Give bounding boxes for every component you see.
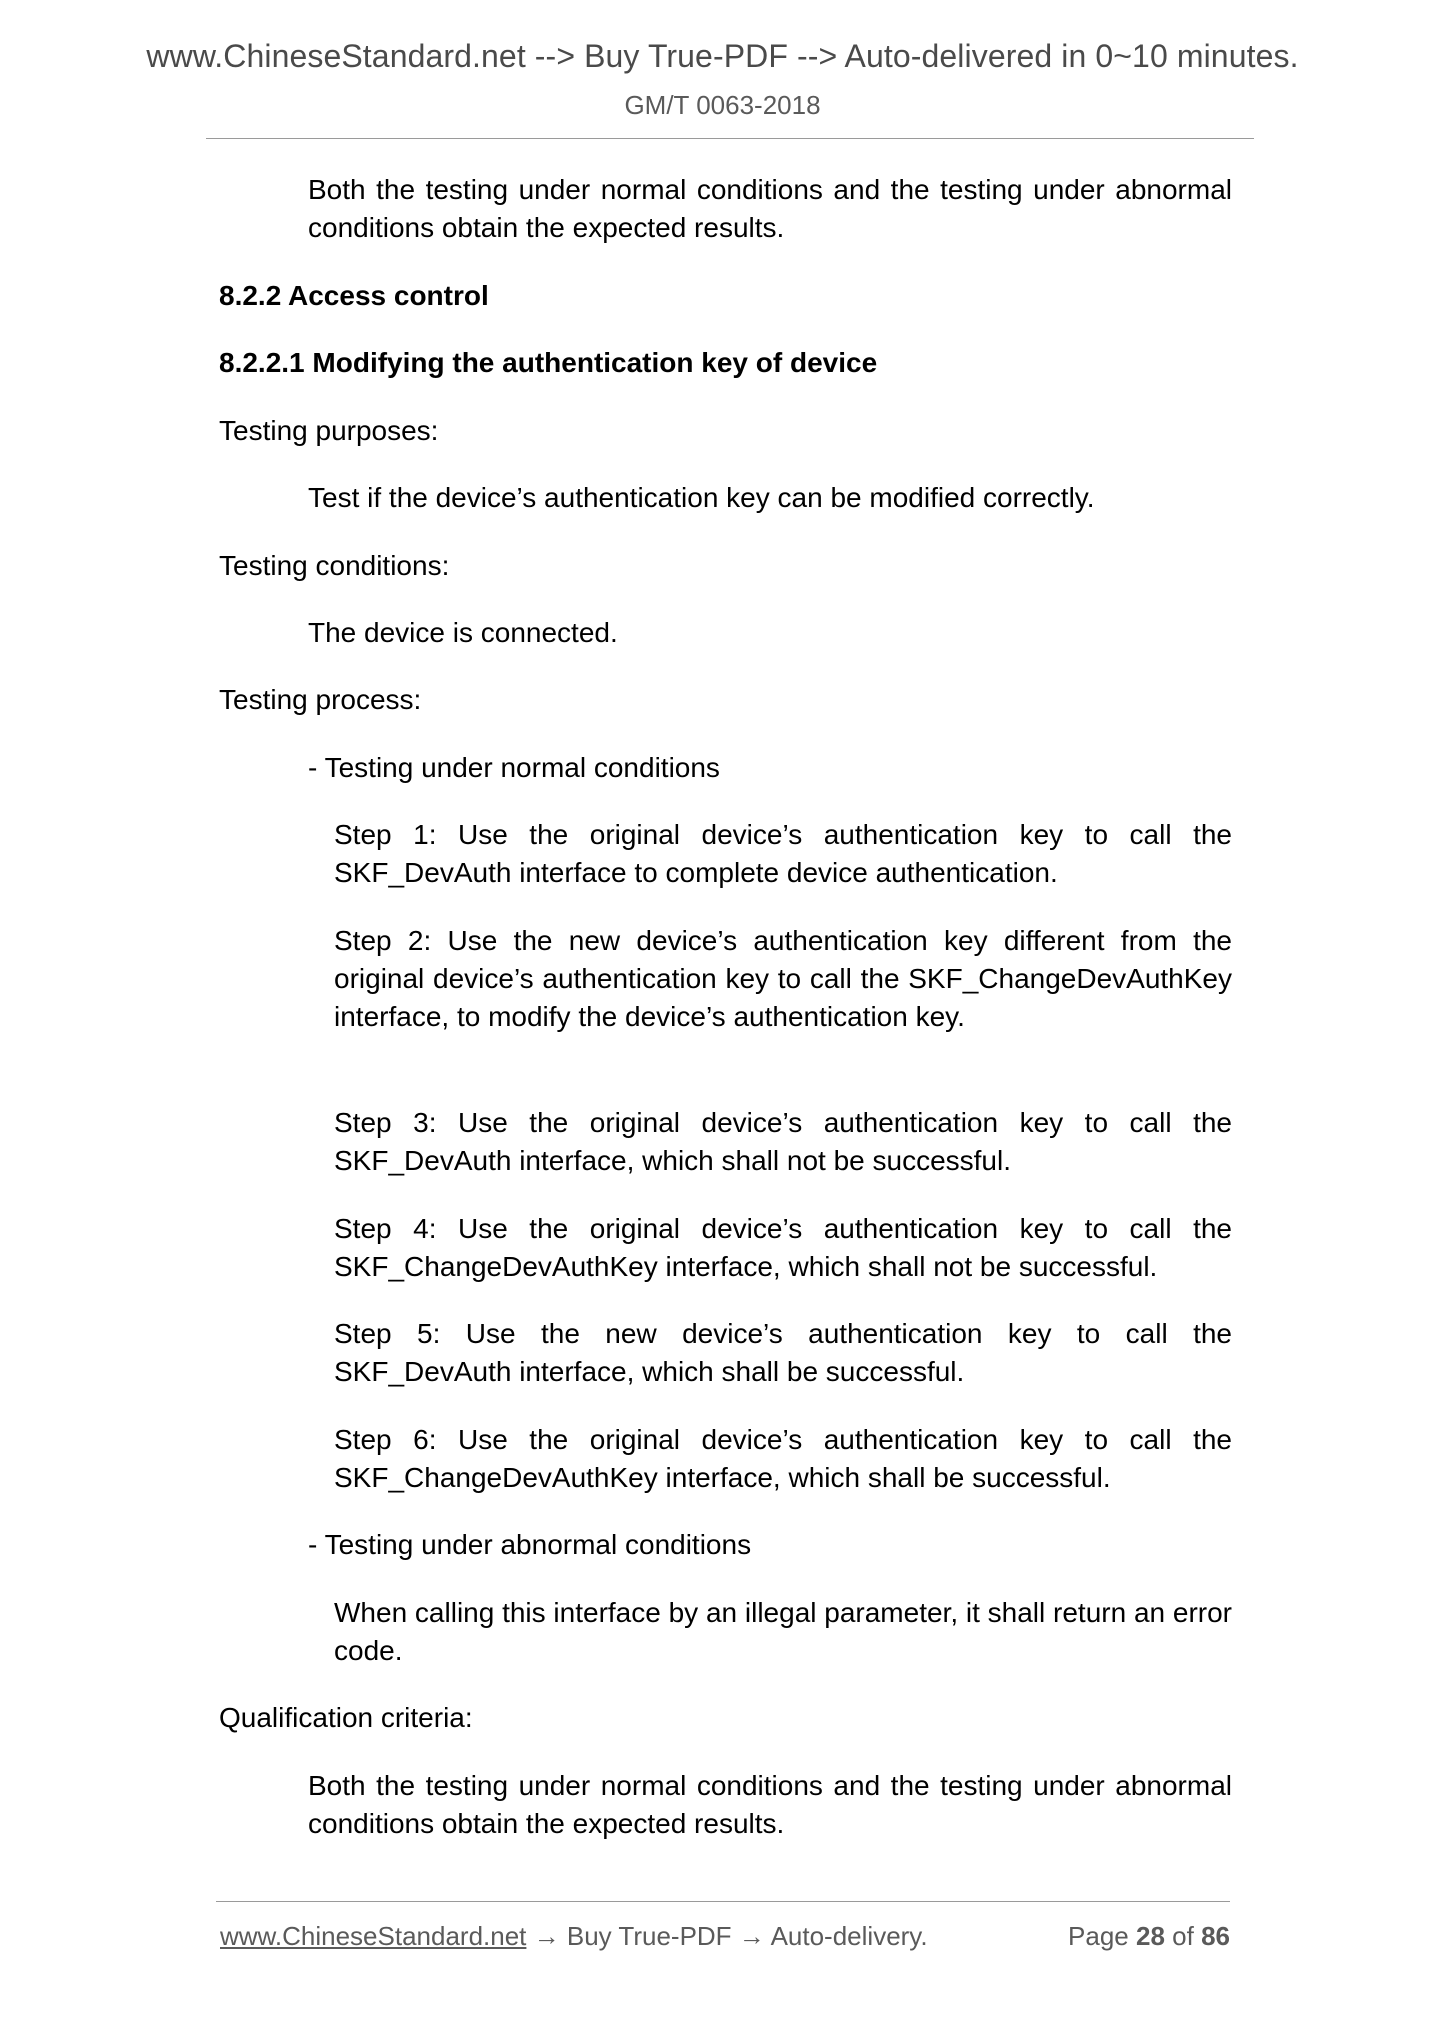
section-heading-8-2-2: 8.2.2 Access control — [219, 280, 489, 311]
testing-conditions-text: The device is connected. — [308, 617, 618, 648]
page-indicator — [1068, 1921, 1230, 1952]
page-word: Page — [1068, 1921, 1129, 1951]
footer-site-link[interactable]: www.ChineseStandard.net — [220, 1921, 527, 1951]
step-1: Step 1: Use the original device’s authentication key to call the SKF_DevAuth interface to complete device authentication. — [334, 819, 1232, 888]
header-divider — [206, 138, 1254, 139]
step-2: Step 2: Use the new device’s authentication key different from the original device’s authentication key to call the SKF_ChangeDevAuthKey interface, to modify the device’s authentication key. — [334, 925, 1232, 1032]
testing-purposes-text: Test if the device’s authentication key can be modified correctly. — [308, 482, 1095, 513]
document-id: GM/T 0063-2018 — [624, 90, 821, 120]
step-5: Step 5: Use the new device’s authentication key to call the SKF_DevAuth interface, which shall be successful. — [334, 1318, 1232, 1387]
header-banner: www.ChineseStandard.net --> Buy True-PDF --> Auto-delivered in 0~10 minutes. — [146, 38, 1299, 74]
qualification-criteria-text: Both the testing under normal conditions and the testing under abnormal conditions obtain the expected results. — [308, 1770, 1232, 1839]
section-heading-8-2-2-1: 8.2.2.1 Modifying the authentication key of device — [219, 347, 878, 378]
normal-conditions-label: - Testing under normal conditions — [308, 752, 720, 783]
page-total: 86 — [1201, 1921, 1230, 1951]
step-6: Step 6: Use the original device’s authentication key to call the SKF_ChangeDevAuthKey interface, which shall be successful. — [334, 1424, 1232, 1493]
of-word: of — [1172, 1921, 1194, 1951]
abnormal-conditions-text: When calling this interface by an illegal parameter, it shall return an error code. — [334, 1597, 1232, 1666]
footer-divider — [216, 1901, 1230, 1902]
abnormal-conditions-label: - Testing under abnormal conditions — [308, 1529, 752, 1560]
step-3: Step 3: Use the original device’s authentication key to call the SKF_DevAuth interface, which shall not be successful. — [334, 1107, 1232, 1176]
testing-process-label: Testing process: — [219, 684, 422, 715]
page-number: 28 — [1136, 1921, 1165, 1951]
page-footer — [220, 1921, 1230, 1952]
testing-purposes-label: Testing purposes: — [219, 415, 439, 446]
footer-tagline: → Buy True-PDF → Auto-delivery. — [526, 1921, 928, 1951]
previous-result-text: Both the testing under normal conditions and the testing under abnormal conditions obtain the expected results. — [308, 174, 1232, 243]
testing-conditions-label: Testing conditions: — [219, 550, 450, 581]
step-4: Step 4: Use the original device’s authentication key to call the SKF_ChangeDevAuthKey interface, which shall not be successful. — [334, 1213, 1232, 1282]
qualification-criteria-label: Qualification criteria: — [219, 1702, 473, 1733]
